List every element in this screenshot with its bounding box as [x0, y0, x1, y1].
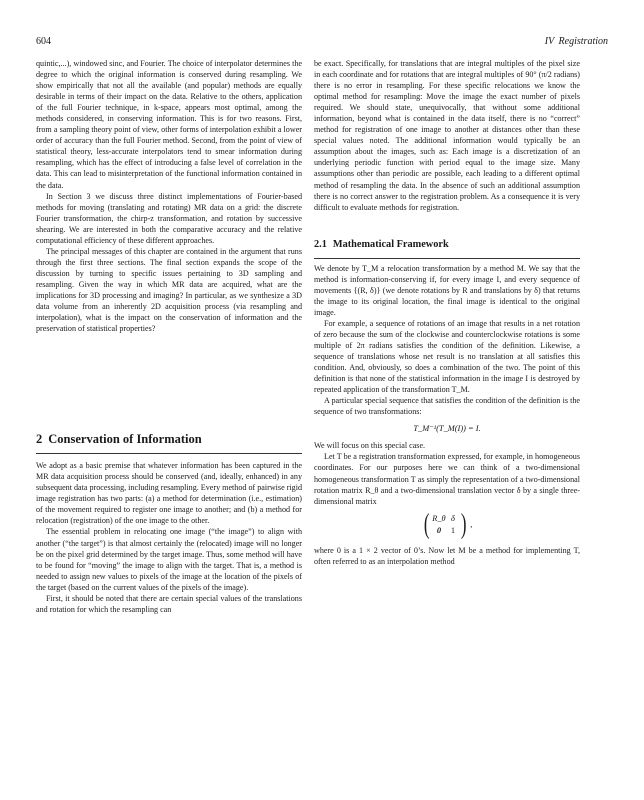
paragraph: We will focus on this special case. [314, 441, 426, 451]
paragraph: A particular special sequence that satisfies the condition of the definition is the sequence of two transformations: [314, 396, 580, 417]
paragraph: Let T be a registration transformation expressed, for example, in homogeneous coordinates. For our purposes here we can think of a two-dimensional homogeneous transformation T as simply the representation of a two-dimensional rotation matrix R_θ and a two-dimensional translation vector δ by a single three-dimensional matrix [314, 452, 580, 506]
matrix-cell: 1 [450, 526, 456, 536]
subsection-number: 2.1 [314, 238, 327, 250]
right-paren: ) [460, 508, 467, 540]
page-number: 604 [36, 36, 51, 47]
paragraph: The principal messages of this chapter are contained in the argument that runs through the first three sections. The final section expands the scope of the discussion by turning to specific issues pertaining to 3D sampling and resampling. Given the way in which MR data are acquired, what are the implications for 3D processing and imaging? In particular, as we synthesize a 3D data volume from an inherently 2D acquisition process (via resampling and interpolation), what is the impact on the conservation of information and the preservation of statistical properties? [36, 246, 302, 334]
matrix-cell: 0 [436, 526, 442, 536]
section-heading [36, 431, 302, 447]
paragraph: We denote by T_M a relocation transformation by a method M. We say that the method is information-conserving if, for every image I, and every sequence of movements {(R, δ)} (we denote rotations by R and translations by δ) that returns the image to its original location, the final image is identical to the original image. [314, 263, 580, 317]
equation: T_M⁻¹(T_M(I)) = I. [413, 424, 481, 434]
matrix-grid [431, 513, 459, 536]
paragraph: We adopt as a basic premise that whatever information has been captured in the MR data acquisition process should be conserved (and, ideally, enhanced) in any subsequent data processing, including resampling. Every method of pairwise rigid image registration has two parts: (a) a method for determination (i.e., estimation) of the movement required to register one image to another; and (b) a method for relocation (registration) of the one image to the other. [36, 461, 302, 526]
matrix-cell: δ [451, 514, 455, 524]
paragraph: where 0 is a 1 × 2 vector of 0’s. Now let M be a method for implementing T, often referred to as an interpolation method [314, 545, 580, 566]
section-number: 2 [36, 432, 43, 447]
running-title: IV Registration [544, 36, 608, 47]
paragraph: First, it should be noted that there are certain special values of the translations and rotation for which the resampling can [36, 593, 302, 614]
left-column [36, 58, 302, 615]
subsection-heading [314, 238, 580, 252]
left-paren: ( [423, 508, 430, 540]
section-title: Conservation of Information [48, 432, 202, 447]
matrix-cell: R_θ [432, 514, 446, 524]
subsection-title: Mathematical Framework [332, 238, 449, 250]
paragraph: quintic,...), windowed sinc, and Fourier. The choice of interpolator determines the degree to which the original information is conserved during resampling. We show empirically that not all the available (and popular) methods are equally desirable in terms of their impact on the data. Relative to the others, application of the full Fourier technique, in k-space, appears most optimal, among the methods considered, in conserving information. This is for two reasons. First, from a sampling theory point of view, other forms of interpolation exhibit a lower order of accuracy than the full Fourier method. Second, from the point of view of statistical theory, less-accurate interpolators tend to smear information during resampling, which has the effect of introducing a false level of correlation in the data. This can lead to misinterpretation of the functional information contained in the data. [36, 59, 302, 190]
paragraph: In Section 3 we discuss three distinct implementations of Fourier-based methods for moving (translating and rotating) MR data on a grid: the discrete Fourier transformation, the chirp-z transformation, and rotation by successive shearing. We are interested in both the comparative accuracy and the relative computational efficiency of these different approaches. [36, 191, 302, 245]
paragraph: be exact. Specifically, for translations that are integral multiples of the pixel size in each coordinate and for rotations that are integral multiples of 90° (π/2 radians) there is no error in resampling. For these specific relocations we know the optimal method for resampling: Move the image the exact number of pixels required. We should state, unequivocally, that without some additional information, beyond what is contained in the data itself, there is no “correct” method for registration of one image to another at distances other than these special values noted. The additional information would typically be an assumption about the images, such as: Each image is a discretization of an underlying periodic function with period equal to the image size. Many assumptions other than periodic are possible, each leading to a different optimal method of resampling the data. In the absence of such an additional assumption there is no correct answer to the registration problem. As a consequence it is very difficult to evaluate methods for registration. [314, 59, 580, 212]
right-column [314, 58, 580, 567]
homogeneous-matrix [314, 508, 580, 540]
matrix-comma: , [470, 520, 473, 530]
paragraph: For example, a sequence of rotations of an image that results in a net rotation of zero because the sum of the clockwise and counterclockwise rotations is some multiple of 2π radians satisfies the condition of the definition. Likewise, a sequence of translations whose net result is no translation at all satisfies this condition. And, obviously, so does a combination of the two. The point of this definition is that none of the statistical information in the image I is destroyed by repeated application of the transformation T_M. [314, 318, 580, 395]
paragraph: The essential problem in relocating one image (“the image”) to align with another (“the target”) is that almost certainly the (relocated) image will no longer be on the pixel grid determined by the target image. Thus, some method will have to be found for “moving” the image to align with the target. That is, a method is needed to assign new values to pixels of the image at the location of the pixels of the target (based on the current values of the pixels of the image). [36, 527, 302, 592]
